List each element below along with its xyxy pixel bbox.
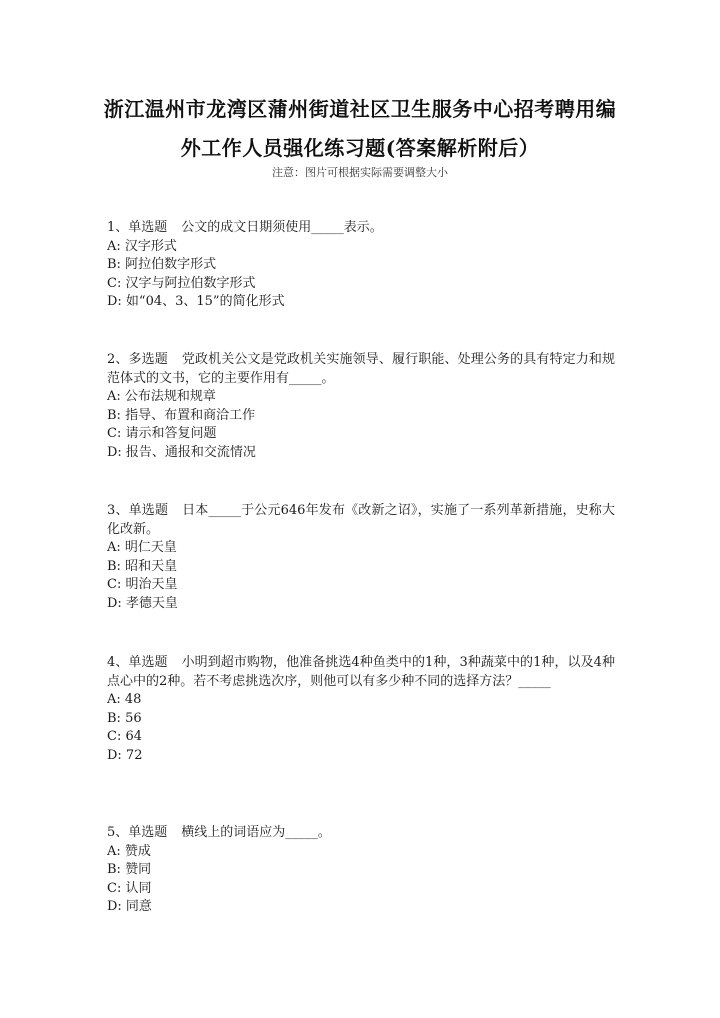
question-text: 党政机关公文是党政机关实施领导、履行职能、处理公务的具有特定力和规范体式的文书，它的主要作用有_____。 bbox=[107, 352, 615, 386]
question-number: 1、 bbox=[107, 220, 129, 235]
question-number: 4、 bbox=[107, 655, 129, 670]
option-a: A: 48 bbox=[107, 692, 142, 707]
option-d: D: 报告、通报和交流情况 bbox=[107, 444, 256, 460]
option-c: C: 请示和答复问题 bbox=[107, 426, 217, 441]
question-text: 横线上的词语应为_____。 bbox=[181, 825, 331, 840]
option-a: A: 汉字形式 bbox=[107, 238, 177, 254]
option-a: A: 公布法规和规章 bbox=[107, 389, 216, 404]
question-stem bbox=[107, 351, 615, 388]
question-type: 多选题 bbox=[128, 352, 168, 367]
option-d: D: 如“04、3、15”的简化形式 bbox=[107, 294, 285, 309]
question-number: 3、 bbox=[107, 503, 129, 518]
option-b: B: 指导、布置和商洽工作 bbox=[107, 407, 256, 423]
option-d: D: 孝德天皇 bbox=[107, 595, 178, 611]
option-c: C: 认同 bbox=[107, 880, 152, 896]
option-a: A: 明仁天皇 bbox=[107, 540, 177, 555]
question-number: 2、 bbox=[107, 352, 129, 367]
question-stem bbox=[107, 824, 615, 843]
question-1 bbox=[107, 219, 615, 312]
option-c: C: 64 bbox=[107, 729, 143, 744]
question-stem bbox=[107, 502, 615, 539]
option-c: C: 明治天皇 bbox=[107, 577, 178, 592]
option-b: B: 赞同 bbox=[107, 862, 152, 877]
option-a: A: 赞成 bbox=[107, 843, 151, 859]
question-stem bbox=[107, 654, 615, 691]
option-b: B: 昭和天皇 bbox=[107, 558, 178, 574]
option-b: B: 56 bbox=[107, 710, 142, 726]
option-c: C: 汉字与阿拉伯数字形式 bbox=[107, 275, 256, 291]
document-title-line2: 外工作人员强化练习题(答案解析附后） bbox=[180, 136, 540, 160]
question-4 bbox=[107, 654, 615, 765]
image-resize-note: 注意：图片可根据实际需要调整大小 bbox=[272, 166, 448, 179]
question-stem bbox=[107, 219, 615, 238]
option-d: D: 同意 bbox=[107, 899, 152, 914]
question-type: 单选题 bbox=[128, 655, 168, 670]
question-5 bbox=[107, 824, 615, 917]
question-text: 公文的成文日期须使用_____表示。 bbox=[181, 220, 383, 235]
option-d: D: 72 bbox=[107, 747, 143, 763]
question-type: 单选题 bbox=[128, 220, 168, 235]
question-text: 日本_____于公元646年发布《改新之诏》，实施了一系列革新措施，史称大化改新。 bbox=[107, 503, 615, 537]
option-b: B: 阿拉伯数字形式 bbox=[107, 257, 217, 272]
question-2 bbox=[107, 351, 615, 462]
document-title-line1: 浙江温州市龙湾区蒲州街道社区卫生服务中心招考聘用编 bbox=[103, 97, 617, 121]
question-number: 5、 bbox=[107, 825, 129, 840]
question-type: 单选题 bbox=[128, 503, 169, 518]
question-3 bbox=[107, 502, 615, 613]
question-type: 单选题 bbox=[128, 825, 168, 840]
question-text: 小明到超市购物，他准备挑选4种鱼类中的1种，3种蔬菜中的1种，以及4种点心中的2种。若不考虑挑选次序，则他可以有多少种不同的选择方法？_____ bbox=[107, 655, 615, 689]
